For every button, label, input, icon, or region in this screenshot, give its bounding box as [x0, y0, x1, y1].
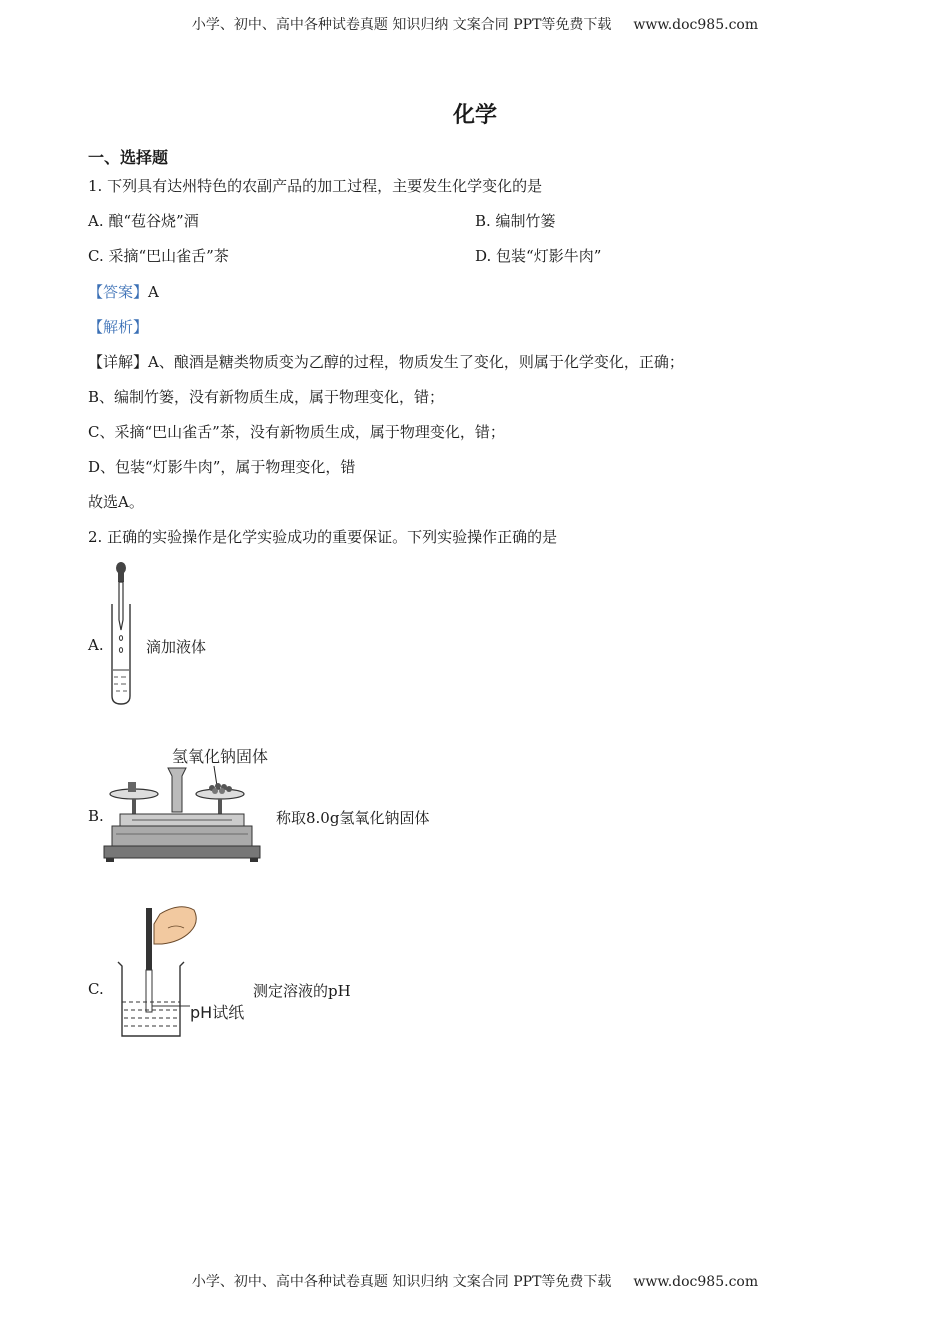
q2-option-a-letter: A.	[88, 636, 104, 654]
q2-stem: 2. 正确的实验操作是化学实验成功的重要保证。下列实验操作正确的是	[88, 528, 558, 546]
page-title: 化学	[452, 103, 497, 128]
q1-answer-line	[88, 281, 159, 302]
q1-option-d: D. 包装“灯影牛肉”	[475, 247, 602, 265]
q2-option-c-text: 测定溶液的pH	[253, 982, 351, 1000]
ph-test-beaker-figure	[110, 902, 250, 1044]
q1-conclusion: 故选A。	[88, 493, 144, 511]
dropper-test-tube-figure	[104, 558, 140, 708]
q2-option-a-text: 滴加液体	[146, 638, 207, 656]
page-footer	[0, 1271, 950, 1291]
q1-detail-d: D、包装“灯影牛肉”，属于物理变化，错	[88, 458, 356, 476]
answer-tag: 【答案】	[88, 283, 149, 301]
q1-stem: 1. 下列具有达州特色的农副产品的加工过程，主要发生化学变化的是	[88, 177, 543, 195]
q2-option-c-letter: C.	[88, 980, 104, 998]
q1-detail-b: B、编制竹篓，没有新物质生成，属于物理变化，错；	[88, 388, 445, 406]
footer-site-link[interactable]: www.doc985.com	[633, 1274, 759, 1290]
header-text: 小学、初中、高中各种试卷真题 知识归纳 文案合同 PPT等免费下载	[191, 17, 612, 33]
analysis-tag: 【解析】	[88, 318, 149, 336]
q1-option-b: B. 编制竹篓	[475, 212, 556, 230]
answer-value: A	[148, 283, 159, 301]
ph-paper-figure-label: pH试纸	[190, 1003, 245, 1022]
q2-option-b-text: 称取8.0g氢氧化钠固体	[276, 809, 430, 827]
footer-text: 小学、初中、高中各种试卷真题 知识归纳 文案合同 PPT等免费下载	[191, 1274, 612, 1290]
header-site-link[interactable]: www.doc985.com	[633, 17, 759, 33]
section-heading: 一、选择题	[88, 148, 169, 167]
page-header	[0, 14, 950, 34]
naoh-figure-label: 氢氧化钠固体	[172, 747, 269, 766]
q1-option-a: A. 酿“苞谷烧”酒	[88, 212, 199, 230]
q1-option-c: C. 采摘“巴山雀舌”茶	[88, 247, 229, 265]
q1-detail-c: C、采摘“巴山雀舌”茶，没有新物质生成，属于物理变化，错；	[88, 423, 505, 441]
q1-detail-a: 【详解】A、酿酒是糖类物质变为乙醇的过程，物质发生了变化，则属于化学变化，正确；	[88, 353, 684, 371]
balance-scale-figure	[102, 742, 274, 864]
q2-option-b-letter: B.	[88, 807, 104, 825]
